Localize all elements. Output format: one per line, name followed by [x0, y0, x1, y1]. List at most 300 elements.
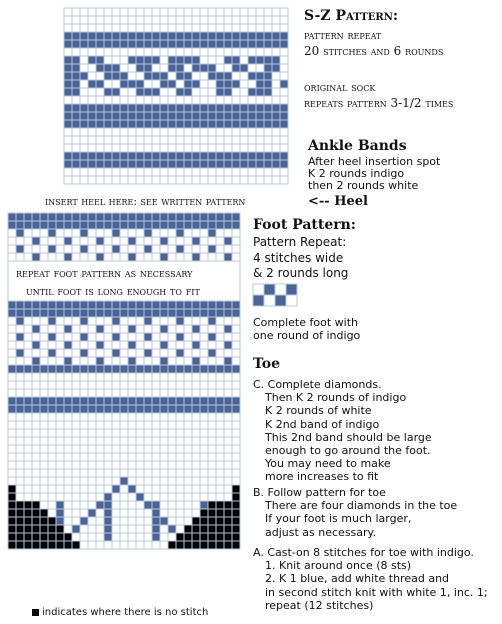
no-stitch	[232, 501, 240, 509]
indigo-stitch	[152, 120, 160, 128]
indigo-stitch	[152, 112, 160, 120]
white-stitch	[200, 421, 208, 429]
no-stitch	[48, 517, 56, 525]
white-stitch	[136, 144, 144, 152]
white-stitch	[136, 469, 144, 477]
indigo-stitch	[64, 365, 72, 373]
no-stitch	[16, 533, 24, 541]
white-stitch	[264, 16, 272, 24]
white-stitch	[184, 317, 192, 325]
white-stitch	[32, 333, 40, 341]
no-stitch	[232, 525, 240, 533]
white-stitch	[48, 485, 56, 493]
white-stitch	[32, 381, 40, 389]
indigo-stitch	[168, 405, 176, 413]
white-stitch	[136, 136, 144, 144]
white-stitch	[40, 357, 48, 365]
indigo-stitch	[16, 301, 24, 309]
indigo-stitch	[64, 237, 72, 245]
white-stitch	[144, 533, 152, 541]
toe-c-line: This 2nd band should be large	[265, 430, 432, 444]
foot-repeat-note-line2: until foot is long enough to fit	[26, 284, 200, 298]
white-stitch	[64, 381, 72, 389]
white-stitch	[224, 373, 232, 381]
indigo-stitch	[286, 284, 297, 295]
white-stitch	[280, 16, 288, 24]
white-stitch	[48, 469, 56, 477]
white-stitch	[152, 477, 160, 485]
white-stitch	[224, 229, 232, 237]
white-stitch	[56, 485, 64, 493]
white-stitch	[200, 373, 208, 381]
white-stitch	[280, 56, 288, 64]
white-stitch	[224, 128, 232, 136]
white-stitch	[216, 429, 224, 437]
white-stitch	[88, 176, 96, 184]
indigo-stitch	[144, 72, 152, 80]
indigo-stitch	[56, 309, 64, 317]
indigo-stitch	[120, 160, 128, 168]
no-stitch	[176, 533, 184, 541]
toe-title: Toe	[253, 356, 281, 372]
white-stitch	[112, 493, 120, 501]
indigo-stitch	[88, 509, 96, 517]
white-stitch	[120, 16, 128, 24]
indigo-stitch	[120, 40, 128, 48]
white-stitch	[184, 245, 192, 253]
indigo-stitch	[264, 152, 272, 160]
white-stitch	[208, 144, 216, 152]
white-stitch	[144, 48, 152, 56]
no-stitch	[32, 525, 40, 533]
white-stitch	[120, 413, 128, 421]
indigo-stitch	[64, 40, 72, 48]
white-stitch	[96, 469, 104, 477]
indigo-stitch	[128, 213, 136, 221]
indigo-stitch	[216, 72, 224, 80]
white-stitch	[104, 469, 112, 477]
white-stitch	[120, 389, 128, 397]
indigo-stitch	[64, 397, 72, 405]
no-stitch	[32, 501, 40, 509]
white-stitch	[16, 381, 24, 389]
white-stitch	[152, 453, 160, 461]
white-stitch	[88, 437, 96, 445]
indigo-stitch	[184, 309, 192, 317]
white-stitch	[128, 136, 136, 144]
indigo-stitch	[112, 32, 120, 40]
white-stitch	[32, 245, 40, 253]
indigo-stitch	[240, 160, 248, 168]
white-stitch	[128, 176, 136, 184]
white-stitch	[24, 429, 32, 437]
white-stitch	[280, 48, 288, 56]
white-stitch	[120, 469, 128, 477]
white-stitch	[32, 389, 40, 397]
white-stitch	[160, 485, 168, 493]
white-stitch	[272, 128, 280, 136]
no-stitch	[224, 501, 232, 509]
white-stitch	[184, 437, 192, 445]
no-stitch	[16, 501, 24, 509]
white-stitch	[200, 317, 208, 325]
indigo-stitch	[256, 160, 264, 168]
no-stitch	[8, 493, 16, 501]
white-stitch	[72, 445, 80, 453]
indigo-stitch	[224, 72, 232, 80]
white-stitch	[184, 373, 192, 381]
indigo-stitch	[216, 104, 224, 112]
white-stitch	[176, 389, 184, 397]
white-stitch	[152, 357, 160, 365]
white-stitch	[48, 381, 56, 389]
white-stitch	[184, 237, 192, 245]
white-stitch	[216, 176, 224, 184]
white-stitch	[264, 8, 272, 16]
white-stitch	[64, 168, 72, 176]
indigo-stitch	[192, 80, 200, 88]
white-stitch	[232, 253, 240, 261]
indigo-stitch	[256, 72, 264, 80]
white-stitch	[272, 168, 280, 176]
indigo-stitch	[80, 160, 88, 168]
no-stitch	[216, 525, 224, 533]
white-stitch	[136, 389, 144, 397]
white-stitch	[72, 16, 80, 24]
white-stitch	[272, 88, 280, 96]
white-stitch	[160, 16, 168, 24]
white-stitch	[168, 128, 176, 136]
indigo-stitch	[128, 365, 136, 373]
indigo-stitch	[24, 405, 32, 413]
white-stitch	[88, 317, 96, 325]
white-stitch	[88, 413, 96, 421]
no-stitch	[232, 541, 240, 549]
indigo-stitch	[176, 317, 184, 325]
white-stitch	[160, 136, 168, 144]
white-stitch	[96, 389, 104, 397]
white-stitch	[184, 341, 192, 349]
indigo-stitch	[88, 301, 96, 309]
indigo-stitch	[208, 365, 216, 373]
foot-pattern-line2: 4 stitches wide	[253, 251, 344, 265]
indigo-stitch	[264, 88, 272, 96]
white-stitch	[56, 237, 64, 245]
indigo-stitch	[208, 160, 216, 168]
indigo-stitch	[168, 40, 176, 48]
white-stitch	[120, 88, 128, 96]
indigo-stitch	[32, 237, 40, 245]
white-stitch	[64, 8, 72, 16]
white-stitch	[16, 485, 24, 493]
white-stitch	[104, 128, 112, 136]
indigo-stitch	[48, 213, 56, 221]
white-stitch	[112, 437, 120, 445]
white-stitch	[32, 485, 40, 493]
white-stitch	[200, 8, 208, 16]
indigo-stitch	[64, 72, 72, 80]
indigo-stitch	[200, 104, 208, 112]
white-stitch	[192, 245, 200, 253]
white-stitch	[232, 349, 240, 357]
white-stitch	[104, 8, 112, 16]
white-stitch	[8, 477, 16, 485]
white-stitch	[176, 16, 184, 24]
indigo-stitch	[208, 245, 216, 253]
toe-step-a	[253, 546, 488, 612]
indigo-stitch	[280, 120, 288, 128]
indigo-stitch	[160, 341, 168, 349]
indigo-stitch	[168, 64, 176, 72]
indigo-stitch	[144, 245, 152, 253]
white-stitch	[88, 144, 96, 152]
white-stitch	[208, 421, 216, 429]
white-stitch	[128, 88, 136, 96]
white-stitch	[80, 389, 88, 397]
white-stitch	[104, 461, 112, 469]
white-stitch	[120, 485, 128, 493]
white-stitch	[200, 437, 208, 445]
white-stitch	[152, 461, 160, 469]
indigo-stitch	[64, 64, 72, 72]
white-stitch	[144, 421, 152, 429]
no-stitch	[224, 533, 232, 541]
white-stitch	[160, 24, 168, 32]
white-stitch	[176, 168, 184, 176]
white-stitch	[104, 176, 112, 184]
indigo-stitch	[128, 485, 136, 493]
white-stitch	[56, 325, 64, 333]
white-stitch	[184, 168, 192, 176]
white-stitch	[224, 461, 232, 469]
no-stitch	[24, 541, 32, 549]
white-stitch	[136, 349, 144, 357]
indigo-stitch	[264, 56, 272, 64]
white-stitch	[136, 16, 144, 24]
indigo-stitch	[144, 152, 152, 160]
white-stitch	[184, 24, 192, 32]
white-stitch	[232, 48, 240, 56]
indigo-stitch	[120, 405, 128, 413]
white-stitch	[40, 389, 48, 397]
white-stitch	[144, 96, 152, 104]
indigo-stitch	[184, 365, 192, 373]
white-stitch	[200, 176, 208, 184]
white-stitch	[216, 253, 224, 261]
white-stitch	[232, 333, 240, 341]
indigo-stitch	[264, 160, 272, 168]
white-stitch	[48, 493, 56, 501]
white-stitch	[120, 64, 128, 72]
white-stitch	[208, 437, 216, 445]
white-stitch	[112, 477, 120, 485]
white-stitch	[120, 245, 128, 253]
white-stitch	[224, 8, 232, 16]
white-stitch	[136, 8, 144, 16]
white-stitch	[104, 245, 112, 253]
indigo-stitch	[80, 333, 88, 341]
indigo-stitch	[104, 120, 112, 128]
no-stitch	[64, 533, 72, 541]
white-stitch	[40, 469, 48, 477]
white-stitch	[72, 48, 80, 56]
white-stitch	[88, 461, 96, 469]
white-stitch	[232, 176, 240, 184]
white-stitch	[120, 493, 128, 501]
white-stitch	[224, 477, 232, 485]
indigo-stitch	[136, 493, 144, 501]
indigo-stitch	[168, 397, 176, 405]
white-stitch	[232, 477, 240, 485]
white-stitch	[192, 96, 200, 104]
no-stitch	[208, 509, 216, 517]
white-stitch	[168, 325, 176, 333]
white-stitch	[64, 128, 72, 136]
white-stitch	[96, 229, 104, 237]
white-stitch	[144, 389, 152, 397]
white-stitch	[208, 413, 216, 421]
indigo-stitch	[72, 80, 80, 88]
white-stitch	[224, 437, 232, 445]
white-stitch	[80, 381, 88, 389]
white-stitch	[152, 237, 160, 245]
indigo-stitch	[16, 317, 24, 325]
white-stitch	[80, 8, 88, 16]
white-stitch	[32, 493, 40, 501]
indigo-stitch	[48, 405, 56, 413]
white-stitch	[176, 253, 184, 261]
white-stitch	[144, 80, 152, 88]
white-stitch	[152, 325, 160, 333]
indigo-stitch	[64, 405, 72, 413]
white-stitch	[200, 389, 208, 397]
white-stitch	[136, 501, 144, 509]
white-stitch	[176, 128, 184, 136]
indigo-stitch	[144, 64, 152, 72]
indigo-stitch	[192, 325, 200, 333]
indigo-stitch	[200, 309, 208, 317]
indigo-stitch	[64, 56, 72, 64]
white-stitch	[8, 461, 16, 469]
white-stitch	[200, 333, 208, 341]
indigo-stitch	[232, 104, 240, 112]
white-stitch	[56, 493, 64, 501]
white-stitch	[160, 437, 168, 445]
indigo-stitch	[192, 301, 200, 309]
indigo-stitch	[160, 40, 168, 48]
white-stitch	[136, 237, 144, 245]
white-stitch	[40, 437, 48, 445]
white-stitch	[176, 80, 184, 88]
foot-pattern-chart	[8, 213, 240, 549]
white-stitch	[144, 341, 152, 349]
white-stitch	[256, 128, 264, 136]
toe-c-line: You may need to make	[265, 457, 391, 471]
white-stitch	[168, 413, 176, 421]
white-stitch	[88, 96, 96, 104]
indigo-stitch	[104, 88, 112, 96]
white-stitch	[152, 8, 160, 16]
white-stitch	[96, 144, 104, 152]
indigo-stitch	[200, 152, 208, 160]
white-stitch	[144, 168, 152, 176]
indigo-stitch	[48, 333, 56, 341]
white-stitch	[64, 373, 72, 381]
white-stitch	[88, 453, 96, 461]
indigo-stitch	[152, 56, 160, 64]
white-stitch	[80, 88, 88, 96]
white-stitch	[160, 461, 168, 469]
white-stitch	[72, 24, 80, 32]
indigo-stitch	[224, 40, 232, 48]
indigo-stitch	[192, 56, 200, 64]
white-stitch	[88, 501, 96, 509]
white-stitch	[216, 24, 224, 32]
white-stitch	[48, 413, 56, 421]
indigo-stitch	[176, 72, 184, 80]
no-stitch	[40, 509, 48, 517]
white-stitch	[80, 493, 88, 501]
indigo-stitch	[216, 213, 224, 221]
indigo-stitch	[280, 40, 288, 48]
toe-c-line: C. Complete diamonds.	[253, 378, 382, 391]
toe-a-line: repeat (12 stitches)	[265, 598, 374, 612]
indigo-stitch	[160, 397, 168, 405]
white-stitch	[216, 317, 224, 325]
white-stitch	[184, 64, 192, 72]
white-stitch	[152, 176, 160, 184]
indigo-stitch	[136, 64, 144, 72]
indigo-stitch	[64, 104, 72, 112]
indigo-stitch	[80, 221, 88, 229]
white-stitch	[80, 477, 88, 485]
indigo-stitch	[208, 349, 216, 357]
indigo-stitch	[72, 40, 80, 48]
white-stitch	[104, 136, 112, 144]
white-stitch	[152, 381, 160, 389]
no-stitch	[232, 485, 240, 493]
indigo-stitch	[112, 397, 120, 405]
white-stitch	[176, 136, 184, 144]
indigo-stitch	[256, 152, 264, 160]
indigo-stitch	[176, 88, 184, 96]
indigo-stitch	[224, 213, 232, 221]
white-stitch	[200, 453, 208, 461]
white-stitch	[120, 541, 128, 549]
toe-c-line: more increases to fit	[265, 470, 379, 484]
indigo-stitch	[144, 160, 152, 168]
white-stitch	[216, 389, 224, 397]
white-stitch	[32, 229, 40, 237]
white-stitch	[48, 325, 56, 333]
indigo-stitch	[64, 152, 72, 160]
white-stitch	[160, 8, 168, 16]
white-stitch	[80, 176, 88, 184]
indigo-stitch	[104, 301, 112, 309]
indigo-stitch	[144, 88, 152, 96]
white-stitch	[168, 517, 176, 525]
indigo-stitch	[200, 501, 208, 509]
indigo-stitch	[208, 333, 216, 341]
indigo-stitch	[152, 40, 160, 48]
white-stitch	[136, 333, 144, 341]
white-stitch	[256, 8, 264, 16]
indigo-stitch	[272, 160, 280, 168]
indigo-stitch	[160, 112, 168, 120]
indigo-stitch	[80, 229, 88, 237]
white-stitch	[64, 461, 72, 469]
white-stitch	[64, 413, 72, 421]
